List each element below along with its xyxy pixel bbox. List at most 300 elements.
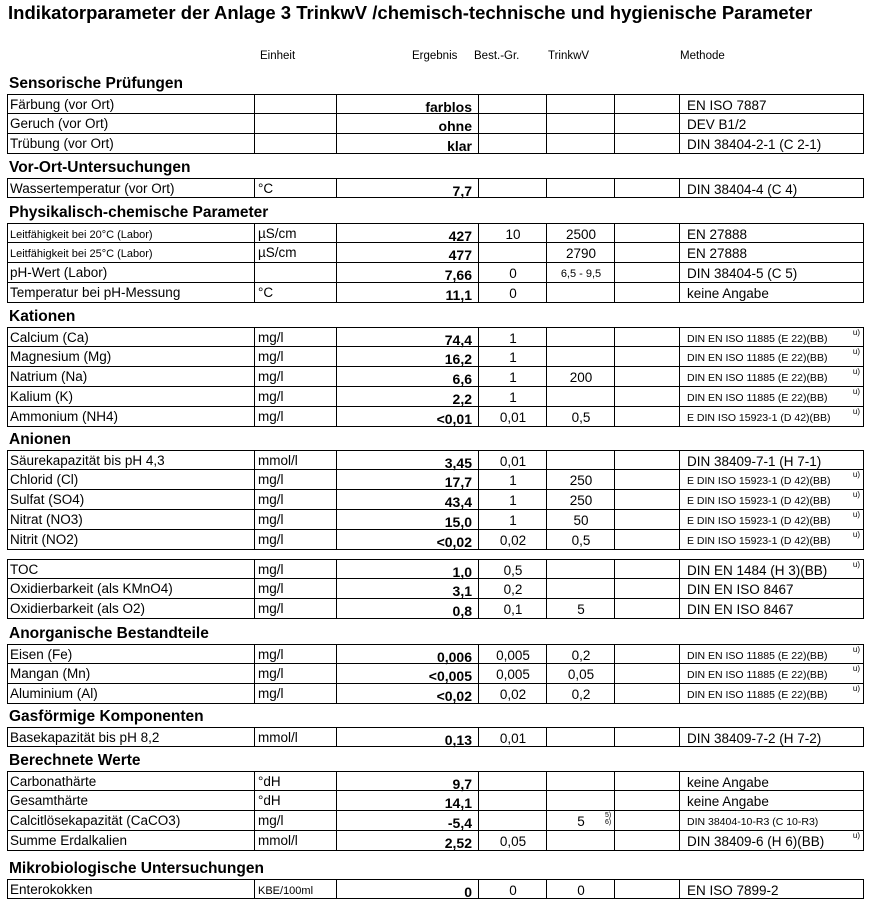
unit-cell: [254, 114, 336, 134]
result-text: klar: [447, 138, 472, 154]
best-text: 0,01: [499, 731, 527, 746]
method-cell: [679, 879, 864, 899]
footnote-cell: [614, 664, 679, 684]
accreditation-mark: u): [852, 407, 860, 416]
method-cell: [679, 94, 864, 114]
result-cell: [336, 791, 478, 811]
parameter-text: Trübung (vor Ort): [10, 136, 114, 151]
trinkwv-cell: [546, 644, 614, 664]
method-text: DIN EN 1484 (H 3)(BB): [687, 563, 828, 578]
column-header-trinkwv: TrinkwV: [548, 50, 590, 62]
footnote-cell: [614, 114, 679, 134]
parameter-cell: [7, 791, 254, 811]
trinkwv-text: 250: [569, 473, 593, 488]
trinkwv-cell: [546, 407, 614, 427]
table-row: [7, 490, 864, 510]
method-cell: [679, 470, 864, 490]
parameter-cell: [7, 367, 254, 387]
best-cell: [478, 599, 546, 619]
trinkwv-cell: [546, 791, 614, 811]
unit-cell: [254, 223, 336, 243]
parameter-cell: [7, 771, 254, 791]
result-text: 477: [448, 247, 472, 263]
table-row: [7, 579, 864, 599]
trinkwv-cell: [546, 450, 614, 470]
parameter-cell: [7, 727, 254, 747]
trinkwv-text: 0,5: [571, 410, 591, 425]
method-cell: [679, 327, 864, 347]
method-text: DIN EN ISO 11885 (E 22)(BB): [687, 352, 828, 364]
trinkwv-cell: [546, 367, 614, 387]
parameter-text: Basekapazität bis pH 8,2: [10, 730, 160, 745]
best-text: 0,01: [499, 410, 527, 425]
unit-text: mg/l: [258, 492, 284, 507]
best-cell: [478, 510, 546, 530]
result-text: 3,45: [444, 455, 472, 471]
table-row: [7, 530, 864, 550]
table-row: [7, 644, 864, 664]
footnote-cell: [614, 94, 679, 114]
method-cell: [679, 727, 864, 747]
result-text: 1,0: [452, 564, 472, 580]
unit-text: mg/l: [258, 562, 284, 577]
trinkwv-cell: [546, 243, 614, 263]
parameter-cell: [7, 283, 254, 303]
unit-cell: [254, 407, 336, 427]
best-cell: [478, 327, 546, 347]
method-text: EN ISO 7899-2: [687, 883, 779, 898]
result-cell: [336, 579, 478, 599]
section-title: Kationen: [9, 308, 76, 325]
method-cell: [679, 450, 864, 470]
method-text: DIN EN ISO 11885 (E 22)(BB): [687, 669, 828, 681]
parameter-text: Kalium (K): [10, 389, 74, 404]
trinkwv-text: 2790: [565, 246, 597, 261]
result-cell: [336, 134, 478, 154]
trinkwv-cell: [546, 223, 614, 243]
trinkwv-cell: [546, 347, 614, 367]
result-cell: [336, 599, 478, 619]
parameter-cell: [7, 347, 254, 367]
method-cell: [679, 579, 864, 599]
result-text: 14,1: [444, 795, 472, 811]
column-header-methode: Methode: [680, 50, 725, 62]
method-text: DIN EN ISO 8467: [687, 582, 794, 597]
parameter-cell: [7, 387, 254, 407]
unit-cell: [254, 664, 336, 684]
best-text: 1: [509, 493, 517, 508]
result-cell: [336, 559, 478, 579]
parameter-text: Aluminium (Al): [10, 686, 98, 701]
footnote-mark: [605, 812, 611, 826]
unit-text: mg/l: [258, 601, 284, 616]
best-text: 0,005: [496, 648, 530, 663]
unit-cell: [254, 684, 336, 704]
result-cell: [336, 879, 478, 899]
section-title: Anionen: [9, 431, 71, 448]
parameter-text: pH-Wert (Labor): [10, 265, 108, 280]
accreditation-mark: u): [852, 645, 860, 654]
unit-cell: [254, 879, 336, 899]
result-text: 427: [448, 228, 472, 244]
unit-cell: [254, 450, 336, 470]
table-row: [7, 811, 864, 831]
method-text: DIN 38404-10-R3 (C 10-R3): [687, 816, 819, 828]
table-row: [7, 387, 864, 407]
result-text: 43,4: [444, 494, 472, 510]
table-row: [7, 134, 864, 154]
method-cell: [679, 510, 864, 530]
result-cell: [336, 407, 478, 427]
footnote-cell: [614, 243, 679, 263]
best-cell: [478, 450, 546, 470]
unit-cell: [254, 178, 336, 198]
best-text: 1: [509, 513, 517, 528]
best-cell: [478, 367, 546, 387]
accreditation-mark: u): [852, 560, 860, 569]
table-row: [7, 470, 864, 490]
method-text: E DIN ISO 15923-1 (D 42)(BB): [687, 515, 831, 527]
parameter-text: Eisen (Fe): [10, 647, 73, 662]
method-cell: [679, 367, 864, 387]
parameter-cell: [7, 811, 254, 831]
trinkwv-cell: [546, 327, 614, 347]
accreditation-mark: u): [852, 510, 860, 519]
best-cell: [478, 223, 546, 243]
table-row: [7, 559, 864, 579]
method-cell: [679, 644, 864, 664]
accreditation-mark: u): [852, 664, 860, 673]
footnote-ref: 5): [605, 812, 612, 819]
best-text: 1: [509, 350, 517, 365]
trinkwv-cell: [546, 510, 614, 530]
best-cell: [478, 490, 546, 510]
result-text: -5,4: [447, 815, 472, 831]
column-header-ergebnis: Ergebnis: [412, 50, 458, 62]
parameter-cell: [7, 664, 254, 684]
trinkwv-cell: [546, 178, 614, 198]
footnote-cell: [614, 263, 679, 283]
result-text: 3,1: [452, 583, 472, 599]
best-text: 0,005: [496, 667, 530, 682]
table-row: [7, 327, 864, 347]
unit-cell: [254, 599, 336, 619]
trinkwv-cell: [546, 470, 614, 490]
unit-text: mg/l: [258, 532, 284, 547]
method-text: DIN 38409-6 (H 6)(BB): [687, 834, 825, 849]
method-text: keine Angabe: [687, 794, 769, 809]
unit-cell: [254, 327, 336, 347]
unit-text: mmol/l: [258, 833, 298, 848]
footnote-cell: [614, 327, 679, 347]
unit-text: mg/l: [258, 389, 284, 404]
accreditation-mark: u): [852, 328, 860, 337]
result-cell: [336, 114, 478, 134]
result-cell: [336, 811, 478, 831]
unit-text: µS/cm: [258, 226, 297, 241]
table-row: [7, 407, 864, 427]
method-cell: [679, 178, 864, 198]
best-text: 1: [509, 473, 517, 488]
trinkwv-cell: [546, 94, 614, 114]
best-text: 0,5: [503, 563, 523, 578]
result-text: 11,1: [445, 287, 472, 303]
parameter-cell: [7, 559, 254, 579]
footnote-ref: 6): [605, 819, 612, 826]
footnote-cell: [614, 791, 679, 811]
trinkwv-cell: [546, 771, 614, 791]
unit-cell: [254, 510, 336, 530]
best-cell: [478, 134, 546, 154]
result-text: 2,52: [444, 835, 472, 851]
unit-cell: [254, 831, 336, 851]
best-text: 1: [509, 390, 517, 405]
method-text: DIN 38404-2-1 (C 2-1): [687, 137, 822, 152]
table-row: [7, 791, 864, 811]
method-text: EN 27888: [687, 227, 748, 242]
table-row: [7, 684, 864, 704]
trinkwv-cell: [546, 664, 614, 684]
best-cell: [478, 771, 546, 791]
footnote-cell: [614, 134, 679, 154]
result-text: 2,2: [452, 391, 472, 407]
method-text: keine Angabe: [687, 775, 769, 790]
trinkwv-cell: [546, 263, 614, 283]
parameter-text: Calcitlösekapazität (CaCO3): [10, 813, 181, 828]
parameter-cell: [7, 114, 254, 134]
accreditation-mark: u): [852, 347, 860, 356]
method-text: DIN 38409-7-1 (H 7-1): [687, 454, 822, 469]
best-text: 0: [509, 266, 517, 281]
footnote-cell: [614, 684, 679, 704]
trinkwv-text: 0,2: [571, 648, 591, 663]
table-row: [7, 727, 864, 747]
trinkwv-text: 0,05: [567, 667, 595, 682]
unit-text: mg/l: [258, 369, 284, 384]
parameter-text: Magnesium (Mg): [10, 349, 112, 364]
unit-cell: [254, 263, 336, 283]
footnote-cell: [614, 771, 679, 791]
result-text: farblos: [425, 99, 472, 115]
parameter-text: Oxidierbarkeit (als KMnO4): [10, 581, 173, 596]
unit-text: °dH: [258, 774, 281, 789]
parameter-text: Leitfähigkeit bei 20°C (Labor): [10, 229, 153, 241]
table-row: [7, 510, 864, 530]
unit-text: mg/l: [258, 813, 284, 828]
table-row: [7, 347, 864, 367]
result-text: 7,66: [444, 267, 472, 283]
parameter-cell: [7, 644, 254, 664]
parameter-text: Oxidierbarkeit (als O2): [10, 601, 146, 616]
result-text: 0,8: [452, 603, 472, 619]
parameter-text: Färbung (vor Ort): [10, 97, 115, 112]
method-text: DIN EN ISO 11885 (E 22)(BB): [687, 333, 828, 345]
parameter-cell: [7, 243, 254, 263]
parameter-text: TOC: [10, 562, 39, 577]
parameter-text: Geruch (vor Ort): [10, 116, 109, 131]
result-cell: [336, 347, 478, 367]
table-row: [7, 243, 864, 263]
section-title: Mikrobiologische Untersuchungen: [9, 860, 264, 877]
unit-cell: [254, 559, 336, 579]
unit-text: mg/l: [258, 647, 284, 662]
best-cell: [478, 879, 546, 899]
parameter-cell: [7, 407, 254, 427]
parameter-text: Summe Erdalkalien: [10, 833, 128, 848]
method-cell: [679, 283, 864, 303]
parameter-text: Sulfat (SO4): [10, 492, 85, 507]
result-cell: [336, 223, 478, 243]
best-cell: [478, 387, 546, 407]
page-title: Indikatorparameter der Anlage 3 TrinkwV /chemisch-technische und hygienische Parameter: [8, 2, 813, 23]
best-text: 0: [509, 883, 517, 898]
trinkwv-text: 2500: [565, 227, 597, 242]
section-title: Physikalisch-chemische Parameter: [9, 204, 269, 221]
parameter-text: Natrium (Na): [10, 369, 88, 384]
result-cell: [336, 490, 478, 510]
method-cell: [679, 559, 864, 579]
unit-text: mg/l: [258, 581, 284, 596]
best-text: 0,02: [499, 687, 527, 702]
best-cell: [478, 664, 546, 684]
section-title: Gasförmige Komponenten: [9, 708, 204, 725]
method-cell: [679, 599, 864, 619]
parameter-cell: [7, 879, 254, 899]
accreditation-mark: u): [852, 367, 860, 376]
unit-cell: [254, 727, 336, 747]
trinkwv-cell: [546, 387, 614, 407]
result-text: <0,005: [428, 668, 472, 684]
result-cell: [336, 178, 478, 198]
trinkwv-cell: [546, 283, 614, 303]
trinkwv-text: 5: [577, 814, 585, 829]
method-text: DIN 38404-5 (C 5): [687, 266, 798, 281]
result-text: 15,0: [444, 514, 472, 530]
trinkwv-text: 0,5: [571, 533, 591, 548]
table-row: [7, 94, 864, 114]
best-cell: [478, 727, 546, 747]
trinkwv-cell: [546, 530, 614, 550]
parameter-cell: [7, 490, 254, 510]
method-cell: [679, 530, 864, 550]
parameter-cell: [7, 510, 254, 530]
table-row: [7, 223, 864, 243]
best-cell: [478, 347, 546, 367]
method-cell: [679, 791, 864, 811]
result-cell: [336, 510, 478, 530]
section-title: Vor-Ort-Untersuchungen: [9, 159, 191, 176]
trinkwv-text: 0,2: [571, 687, 591, 702]
table-row: [7, 664, 864, 684]
section-title: Anorganische Bestandteile: [9, 625, 209, 642]
best-text: 0,02: [499, 533, 527, 548]
result-cell: [336, 530, 478, 550]
unit-text: mg/l: [258, 512, 284, 527]
method-cell: [679, 243, 864, 263]
footnote-cell: [614, 347, 679, 367]
unit-text: mg/l: [258, 330, 284, 345]
best-cell: [478, 178, 546, 198]
trinkwv-cell: [546, 579, 614, 599]
trinkwv-text: 0: [577, 883, 585, 898]
trinkwv-cell: [546, 599, 614, 619]
trinkwv-cell: [546, 684, 614, 704]
method-cell: [679, 387, 864, 407]
unit-text: mmol/l: [258, 453, 298, 468]
accreditation-mark: u): [852, 490, 860, 499]
method-cell: [679, 490, 864, 510]
trinkwv-text: 50: [573, 513, 589, 528]
method-cell: [679, 114, 864, 134]
result-cell: [336, 831, 478, 851]
unit-cell: [254, 243, 336, 263]
unit-cell: [254, 283, 336, 303]
method-text: E DIN ISO 15923-1 (D 42)(BB): [687, 475, 831, 487]
accreditation-mark: u): [852, 470, 860, 479]
table-row: [7, 367, 864, 387]
unit-cell: [254, 771, 336, 791]
result-cell: [336, 283, 478, 303]
result-text: 17,7: [444, 474, 472, 490]
unit-cell: [254, 367, 336, 387]
trinkwv-cell: [546, 559, 614, 579]
result-text: <0,01: [436, 411, 472, 427]
unit-cell: [254, 579, 336, 599]
accreditation-mark: u): [852, 684, 860, 693]
footnote-cell: [614, 727, 679, 747]
method-cell: [679, 771, 864, 791]
method-cell: [679, 684, 864, 704]
parameter-text: Wassertemperatur (vor Ort): [10, 181, 175, 196]
result-text: 16,2: [444, 351, 472, 367]
best-cell: [478, 559, 546, 579]
method-text: EN 27888: [687, 246, 748, 261]
unit-text: °dH: [258, 793, 281, 808]
footnote-cell: [614, 510, 679, 530]
result-cell: [336, 450, 478, 470]
parameter-text: Nitrit (NO2): [10, 532, 79, 547]
parameter-cell: [7, 684, 254, 704]
method-text: E DIN ISO 15923-1 (D 42)(BB): [687, 535, 831, 547]
best-text: 0: [509, 286, 517, 301]
method-text: DIN EN ISO 11885 (E 22)(BB): [687, 372, 828, 384]
footnote-cell: [614, 559, 679, 579]
parameter-text: Temperatur bei pH-Messung: [10, 285, 181, 300]
table-row: [7, 879, 864, 899]
table-row: [7, 114, 864, 134]
table-row: [7, 263, 864, 283]
parameter-text: Calcium (Ca): [10, 330, 89, 345]
parameter-text: Carbonathärte: [10, 774, 97, 789]
best-cell: [478, 470, 546, 490]
parameter-text: Enterokokken: [10, 882, 93, 897]
method-text: E DIN ISO 15923-1 (D 42)(BB): [687, 412, 831, 424]
unit-text: °C: [258, 285, 274, 300]
parameter-cell: [7, 134, 254, 154]
result-cell: [336, 263, 478, 283]
section-title: Sensorische Prüfungen: [9, 75, 183, 92]
result-cell: [336, 243, 478, 263]
footnote-cell: [614, 367, 679, 387]
method-cell: [679, 134, 864, 154]
unit-text: mg/l: [258, 666, 284, 681]
result-text: 9,7: [452, 776, 472, 792]
parameter-cell: [7, 450, 254, 470]
method-text: DIN 38404-4 (C 4): [687, 182, 798, 197]
unit-text: mg/l: [258, 349, 284, 364]
best-cell: [478, 811, 546, 831]
method-cell: [679, 664, 864, 684]
